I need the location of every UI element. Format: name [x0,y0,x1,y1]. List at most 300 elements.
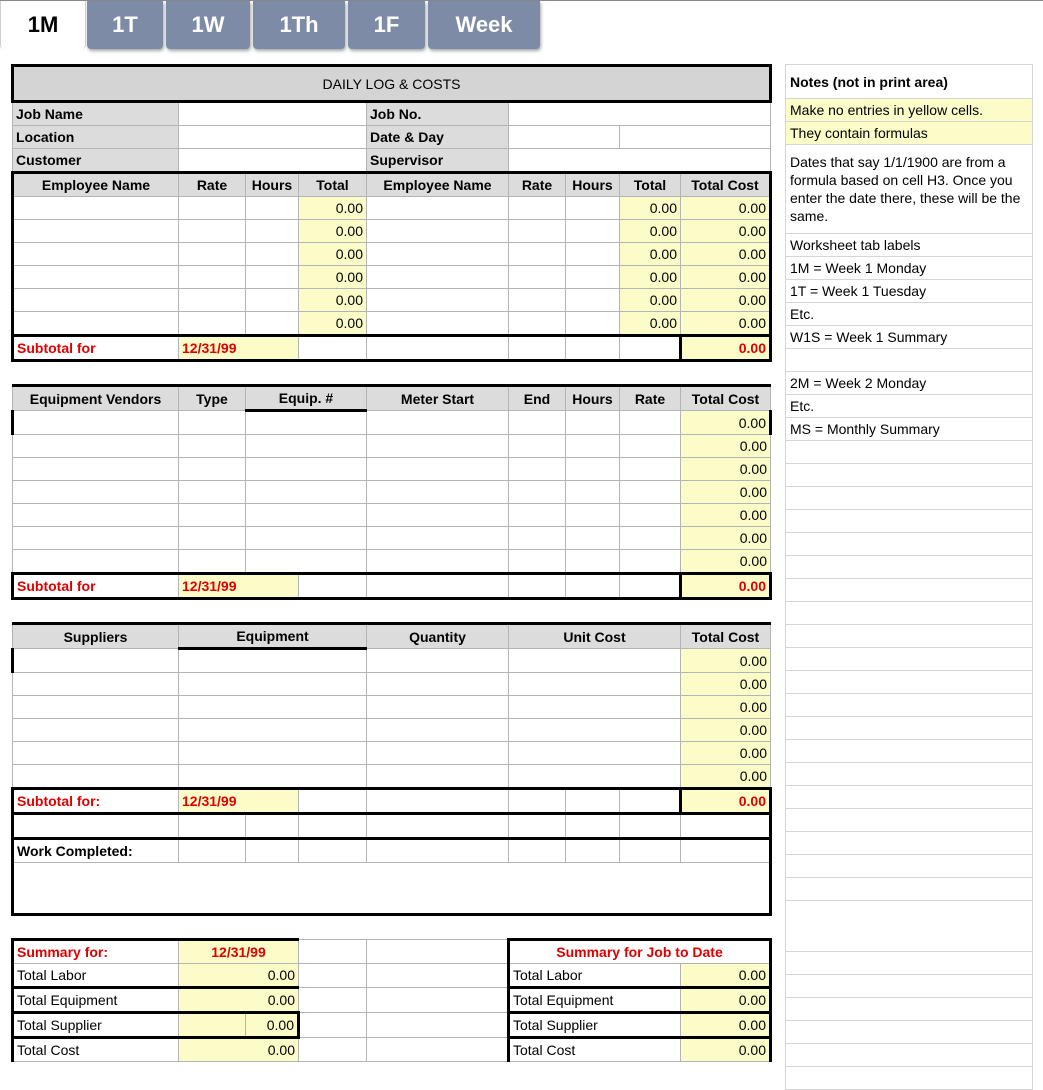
table-row [13,481,771,504]
rate-cell[interactable] [620,435,681,458]
note-blank [786,602,1033,625]
empty-cell [681,839,771,863]
table-row [13,220,771,243]
rate-cell[interactable] [509,266,566,289]
empty-cell [620,814,681,839]
supplier-cell[interactable] [13,742,179,765]
suppliers-subtotal-value: 0.00 [681,789,771,814]
empty-cell [620,336,681,361]
job-to-date-title: Summary for Job to Date [509,940,771,964]
vendor-cell[interactable] [13,527,179,550]
type-cell[interactable] [179,481,246,504]
total-cell: 0.00 [620,312,681,336]
job-summary-row-label: Total Cost [509,1038,681,1062]
empty-cell [299,574,367,599]
job-summary-row-label: Total Supplier [509,1013,681,1038]
supervisor-label: Supervisor [367,149,509,173]
empty-cell [509,336,566,361]
note-dates: Dates that say 1/1/1900 are from a formula based on cell H3. Once you enter the date there, these will be the same. [786,145,1033,234]
customer-cell[interactable] [179,149,367,173]
col-unit-cost: Unit Cost [509,624,681,649]
total-cell: 0.00 [299,197,367,220]
empty-cell [620,574,681,599]
note-blank [786,855,1033,878]
end-cell[interactable] [509,481,566,504]
quantity-cell[interactable] [367,696,509,719]
total-cell: 0.00 [299,243,367,266]
supplier-cell[interactable] [13,673,179,696]
total-cost-cell: 0.00 [681,527,771,550]
worksheet-tabs [0,0,1043,52]
note-blank [786,579,1033,602]
total-cost-cell: 0.00 [681,411,771,435]
note-blank [786,998,1033,1021]
rate-cell[interactable] [620,411,681,435]
summary-value: 0.00 [246,1013,299,1038]
employee-cell[interactable] [367,197,509,220]
employee-cell[interactable] [367,243,509,266]
note-line: Etc. [786,395,1033,418]
equipment-subtotal-date: 12/31/99 [179,574,299,599]
vendor-cell[interactable] [13,504,179,527]
col-type: Type [179,386,246,411]
note-blank [786,694,1033,717]
note-line: 2M = Week 2 Monday [786,372,1033,395]
meter-cell[interactable] [367,550,509,574]
rate-cell[interactable] [620,527,681,550]
end-cell[interactable] [509,527,566,550]
employee-cell[interactable] [13,243,179,266]
rate-cell[interactable] [620,504,681,527]
meter-cell[interactable] [367,504,509,527]
table-row [13,814,771,839]
total-cost-cell: 0.00 [681,742,771,765]
col-total-cost: Total Cost [681,386,771,411]
note-blank [786,717,1033,740]
col-rate: Rate [620,386,681,411]
col-end: End [509,386,566,411]
note-line: W1S = Week 1 Summary [786,326,1033,349]
total-cost-cell: 0.00 [681,550,771,574]
quantity-cell[interactable] [367,673,509,696]
col-hours-2: Hours [566,173,620,197]
tab-1w[interactable]: 1W [166,1,250,49]
rate-cell[interactable] [620,458,681,481]
spacer-row [13,599,771,624]
col-quantity: Quantity [367,624,509,649]
note-blank [786,1067,1033,1090]
empty-cell [299,1038,367,1062]
empty-cell [246,839,299,863]
empty-cell [299,964,367,988]
date-day-label: Date & Day [367,126,509,149]
end-cell[interactable] [509,504,566,527]
note-blank [786,533,1033,556]
equipment-cell[interactable] [179,696,367,719]
hours-cell[interactable] [246,289,299,312]
meter-cell[interactable] [367,411,509,435]
hours-cell[interactable] [246,197,299,220]
col-total: Total [299,173,367,197]
notes-panel [785,64,1033,1090]
equipment-cell[interactable] [179,649,367,673]
table-row [13,411,771,435]
rate-cell[interactable] [509,220,566,243]
employee-cell[interactable] [367,312,509,336]
hours-cell[interactable] [566,458,620,481]
col-total-2: Total [620,173,681,197]
col-rate-2: Rate [509,173,566,197]
meter-cell[interactable] [367,481,509,504]
daily-log-sheet [11,64,772,1062]
equipment-cell[interactable] [179,673,367,696]
empty-cell [367,1013,509,1038]
empty-cell [681,814,771,839]
work-completed-area[interactable] [13,863,771,915]
location-cell[interactable] [179,126,367,149]
end-cell[interactable] [509,458,566,481]
table-row [13,266,771,289]
employee-cell[interactable] [367,266,509,289]
rate-cell[interactable] [179,289,246,312]
total-cost-cell: 0.00 [681,649,771,673]
employee-cell[interactable] [367,220,509,243]
spacer-row [13,915,771,940]
table-row [13,742,771,765]
table-row [13,458,771,481]
hours-cell[interactable] [566,527,620,550]
employee-cell[interactable] [13,220,179,243]
vendor-cell[interactable] [13,458,179,481]
total-cost-cell: 0.00 [681,435,771,458]
empty-cell [509,814,566,839]
hours-cell[interactable] [246,243,299,266]
total-cell: 0.00 [620,197,681,220]
rate-cell[interactable] [509,197,566,220]
total-cost-cell: 0.00 [681,197,771,220]
hours-cell[interactable] [566,481,620,504]
suppliers-subtotal-label: Subtotal for: [13,789,179,814]
hours-cell[interactable] [566,243,620,266]
rate-cell[interactable] [509,243,566,266]
supervisor-cell[interactable] [509,149,771,173]
table-row [13,289,771,312]
rate-cell[interactable] [620,550,681,574]
type-cell[interactable] [179,458,246,481]
meter-cell[interactable] [367,458,509,481]
summary-value: 0.00 [179,988,299,1013]
table-row [13,243,771,266]
job-summary-row-label: Total Labor [509,964,681,988]
table-row [13,550,771,574]
labor-subtotal-label: Subtotal for [13,336,179,361]
note-blank [786,487,1033,510]
col-total-cost: Total Cost [681,624,771,649]
tab-1f[interactable]: 1F [348,1,425,49]
job-no-cell[interactable] [509,102,771,126]
empty-cell [620,789,681,814]
vendor-cell[interactable] [13,550,179,574]
note-blank [786,1044,1033,1067]
note-blank [786,901,1033,952]
empty-cell [509,789,566,814]
type-cell[interactable] [179,527,246,550]
rate-cell[interactable] [179,266,246,289]
note-tab-labels: Worksheet tab labels [786,234,1033,257]
equip-cell[interactable] [246,527,367,550]
type-cell[interactable] [179,435,246,458]
table-row [13,719,771,742]
hours-cell[interactable] [566,289,620,312]
col-employee-name-2: Employee Name [367,173,509,197]
total-cost-cell: 0.00 [681,312,771,336]
job-summary-value: 0.00 [681,964,771,988]
equip-cell[interactable] [246,481,367,504]
hours-cell[interactable] [246,220,299,243]
col-rate: Rate [179,173,246,197]
col-suppliers: Suppliers [13,624,179,649]
total-cost-cell: 0.00 [681,289,771,312]
hours-cell[interactable] [566,266,620,289]
job-summary-value: 0.00 [681,1013,771,1038]
note-blank [786,809,1033,832]
empty-cell [299,336,367,361]
equip-cell[interactable] [246,411,367,435]
empty-cell [179,814,246,839]
spacer-row [13,361,771,386]
col-hours: Hours [566,386,620,411]
equipment-subtotal-value: 0.00 [681,574,771,599]
meter-cell[interactable] [367,527,509,550]
empty-cell [367,336,509,361]
labor-subtotal-date: 12/31/99 [179,336,299,361]
job-summary-row-label: Total Equipment [509,988,681,1013]
note-blank [786,625,1033,648]
equip-cell[interactable] [246,504,367,527]
empty-cell [367,964,509,988]
note-blank [786,975,1033,998]
tab-1t[interactable]: 1T [87,1,163,49]
unit-cost-cell[interactable] [509,742,681,765]
empty-cell [299,839,367,863]
job-name-cell[interactable] [179,102,367,126]
rate-cell[interactable] [620,481,681,504]
empty-cell [299,940,367,964]
note-blank [786,671,1033,694]
quantity-cell[interactable] [367,719,509,742]
equipment-subtotal-label: Subtotal for [13,574,179,599]
hours-cell[interactable] [566,435,620,458]
hours-cell[interactable] [246,312,299,336]
empty-cell [367,1038,509,1062]
table-row [13,435,771,458]
total-cost-cell: 0.00 [681,220,771,243]
note-blank [786,1021,1033,1044]
vendor-cell[interactable] [13,411,179,435]
summary-row-label: Total Supplier [13,1013,179,1038]
hours-cell[interactable] [566,504,620,527]
table-row [13,649,771,673]
total-cost-cell: 0.00 [681,719,771,742]
total-cost-cell: 0.00 [681,765,771,789]
empty-cell [620,839,681,863]
empty-cell [566,789,620,814]
total-cost-cell: 0.00 [681,458,771,481]
col-employee-name: Employee Name [13,173,179,197]
employee-cell[interactable] [367,289,509,312]
rate-cell[interactable] [179,243,246,266]
total-cell: 0.00 [299,266,367,289]
note-blank [786,556,1033,579]
supplier-cell[interactable] [13,719,179,742]
table-row [13,527,771,550]
meter-cell[interactable] [367,435,509,458]
unit-cost-cell[interactable] [509,696,681,719]
supplier-cell[interactable] [13,765,179,789]
empty-cell [566,574,620,599]
hours-cell[interactable] [246,266,299,289]
note-blank [786,786,1033,809]
total-cell: 0.00 [299,312,367,336]
empty-cell [299,789,367,814]
hours-cell[interactable] [566,411,620,435]
note-line: MS = Monthly Summary [786,418,1033,441]
empty-cell [367,988,509,1013]
customer-label: Customer [13,149,179,173]
note-blank [786,832,1033,855]
equip-cell[interactable] [246,458,367,481]
note-blank [786,464,1033,487]
labor-subtotal-value: 0.00 [681,336,771,361]
empty-cell [299,814,367,839]
tab-1th[interactable]: 1Th [253,1,345,49]
note-line: Etc. [786,303,1033,326]
summary-value: 0.00 [179,964,299,988]
summary-row-label: Total Equipment [13,988,179,1013]
table-row [13,696,771,719]
total-cell: 0.00 [620,266,681,289]
rate-cell[interactable] [509,312,566,336]
date-cell[interactable] [509,126,620,149]
type-cell[interactable] [179,550,246,574]
job-summary-value: 0.00 [681,988,771,1013]
end-cell[interactable] [509,411,566,435]
employee-cell[interactable] [13,312,179,336]
rate-cell[interactable] [179,312,246,336]
note-blank [786,648,1033,671]
summary-value: 0.00 [179,1038,299,1062]
employee-cell[interactable] [13,197,179,220]
note-blank [786,740,1033,763]
equipment-cell[interactable] [179,742,367,765]
total-cell: 0.00 [299,289,367,312]
empty-cell [367,940,509,964]
type-cell[interactable] [179,504,246,527]
tab-week[interactable]: Week [428,1,540,49]
type-cell[interactable] [179,411,246,435]
table-row [13,504,771,527]
note-line: 1T = Week 1 Tuesday [786,280,1033,303]
unit-cost-cell[interactable] [509,649,681,673]
note-blank [786,441,1033,464]
vendor-cell[interactable] [13,435,179,458]
note-line: 1M = Week 1 Monday [786,257,1033,280]
unit-cost-cell[interactable] [509,673,681,696]
quantity-cell[interactable] [367,742,509,765]
empty-cell [246,814,299,839]
empty-cell [566,839,620,863]
col-meter-start: Meter Start [367,386,509,411]
empty-cell [509,574,566,599]
hours-cell[interactable] [566,220,620,243]
employee-cell[interactable] [13,266,179,289]
supplier-cell[interactable] [13,649,179,673]
tab-1m[interactable]: 1M [0,1,86,49]
total-cell: 0.00 [620,220,681,243]
rate-cell[interactable] [179,197,246,220]
equip-cell[interactable] [246,435,367,458]
empty-cell [299,988,367,1013]
col-equipment: Equipment [179,624,367,649]
empty-cell [566,336,620,361]
suppliers-subtotal-date: 12/31/99 [179,789,299,814]
total-cost-cell: 0.00 [681,504,771,527]
hours-cell[interactable] [566,197,620,220]
rate-cell[interactable] [509,289,566,312]
table-row [13,765,771,789]
summary-label: Summary for: [13,940,179,964]
vendor-cell[interactable] [13,481,179,504]
total-cell: 0.00 [299,220,367,243]
hours-cell[interactable] [566,312,620,336]
notes-title: Notes (not in print area) [786,65,1033,99]
note-yellow-1: Make no entries in yellow cells. [786,99,1033,122]
table-row [13,312,771,336]
day-cell[interactable] [620,126,771,149]
col-hours: Hours [246,173,299,197]
end-cell[interactable] [509,550,566,574]
supplier-cell[interactable] [13,696,179,719]
empty-cell [179,1013,246,1038]
table-row [13,197,771,220]
total-cost-cell: 0.00 [681,266,771,289]
hours-cell[interactable] [566,550,620,574]
empty-cell [367,839,509,863]
unit-cost-cell[interactable] [509,765,681,789]
empty-cell [509,839,566,863]
unit-cost-cell[interactable] [509,719,681,742]
equip-cell[interactable] [246,550,367,574]
col-total-cost: Total Cost [681,173,771,197]
employee-cell[interactable] [13,289,179,312]
quantity-cell[interactable] [367,765,509,789]
end-cell[interactable] [509,435,566,458]
empty-cell [13,814,179,839]
equipment-cell[interactable] [179,765,367,789]
job-name-label: Job Name [13,102,179,126]
rate-cell[interactable] [179,220,246,243]
total-cell: 0.00 [620,289,681,312]
equipment-cell[interactable] [179,719,367,742]
sheet-title: DAILY LOG & COSTS [13,66,771,102]
empty-cell [299,1013,367,1038]
quantity-cell[interactable] [367,649,509,673]
note-blank [786,952,1033,975]
total-cost-cell: 0.00 [681,481,771,504]
total-cell: 0.00 [620,243,681,266]
summary-row-label: Total Labor [13,964,179,988]
total-cost-cell: 0.00 [681,673,771,696]
